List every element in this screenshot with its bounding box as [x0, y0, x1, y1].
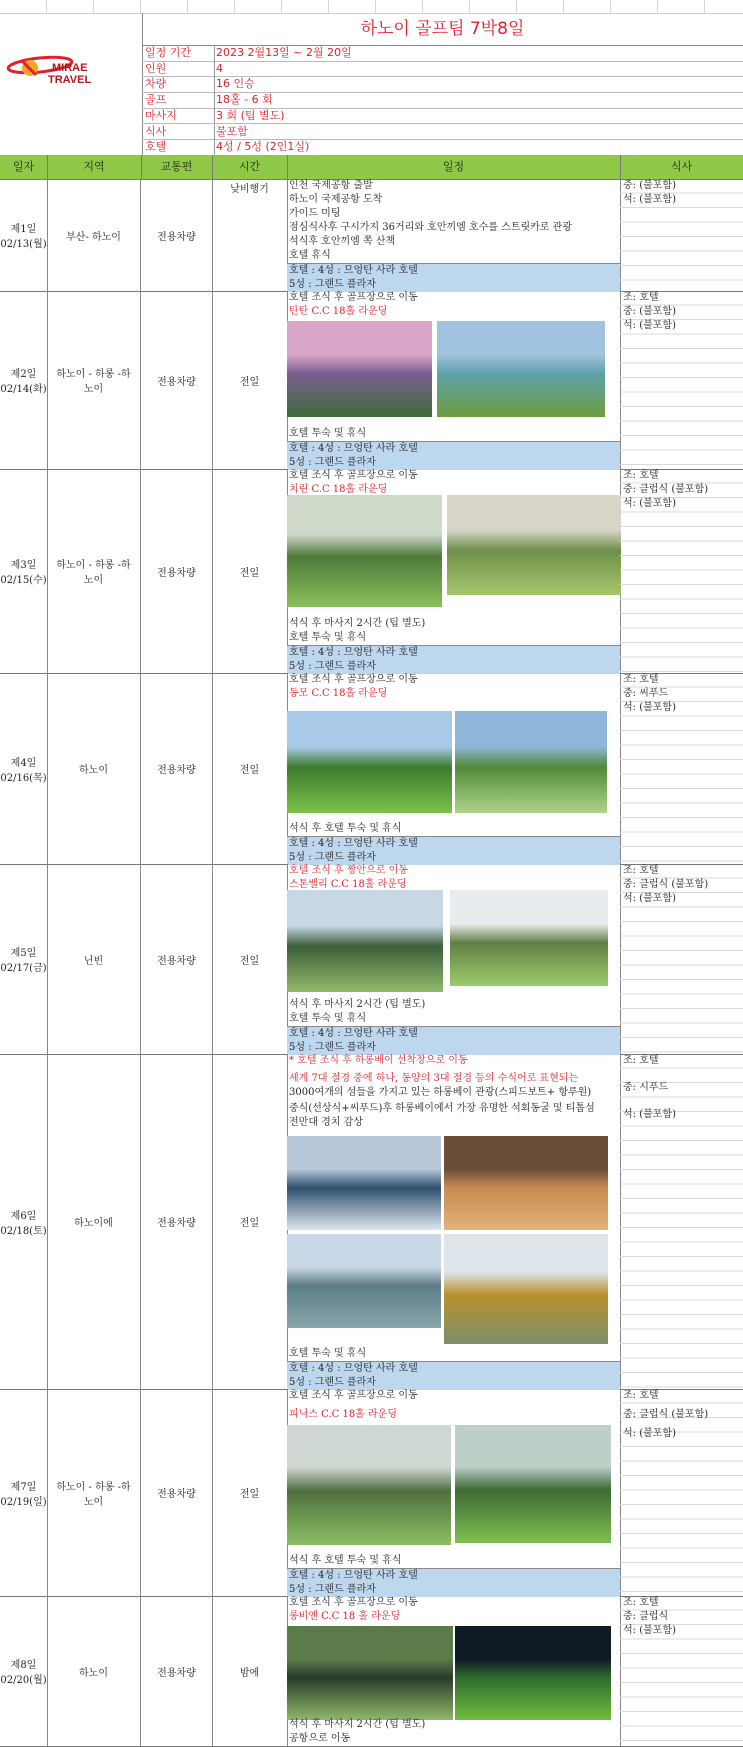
meal-entry: 조: 호텔	[623, 470, 659, 481]
day-row	[0, 673, 743, 865]
region-cell: 하노이 - 하롱 -하노이	[47, 469, 141, 673]
day-number: 제4일	[10, 757, 37, 769]
col-meals: 식사	[670, 160, 693, 173]
schedule-cell	[287, 1054, 621, 1389]
meals-cell	[620, 1389, 743, 1596]
info-value: 3 회 (팁 별도)	[216, 108, 285, 122]
schedule-line: 호텔 투숙 및 휴식	[289, 1348, 367, 1359]
golf-course-photo	[287, 1136, 441, 1230]
schedule-line: 호텔 휴식	[289, 250, 331, 261]
hotel-line: 호텔 : 4성 : 므엉탄 사라 호텔	[289, 1570, 418, 1581]
day-number: 제3일	[10, 560, 37, 571]
col-date: 일자	[0, 155, 48, 179]
info-key: 식사	[142, 124, 215, 140]
region-cell: 닌빈	[47, 864, 141, 1054]
info-value: 16 인승	[216, 77, 255, 91]
day-date: 02/19(일)	[0, 1496, 47, 1508]
info-key: 골프	[142, 92, 215, 108]
hotel-box	[287, 263, 620, 292]
time-cell: 전일	[212, 469, 288, 673]
itinerary-header	[0, 13, 743, 156]
meal-entry: 석: (불포함)	[623, 320, 676, 331]
schedule-line: 피닉스 C.C 18홀 라운딩	[289, 1409, 398, 1420]
hotel-box	[287, 1361, 620, 1390]
day-date: 02/18(토)	[0, 1225, 47, 1237]
info-key: 호텔	[142, 139, 215, 155]
golf-course-photo	[287, 1234, 441, 1328]
schedule-line: 전만대 경치 감상	[289, 1117, 363, 1128]
col-schedule: 일정	[287, 155, 621, 179]
transport-cell: 전용차량	[141, 291, 213, 469]
day-date: 02/16(목)	[0, 772, 47, 784]
day-row	[0, 1596, 743, 1747]
info-key: 차량	[142, 76, 215, 92]
golf-course-photo	[455, 1626, 611, 1720]
schedule-line: * 호텔 조식 후 하롱베이 선착장으로 이동	[289, 1055, 468, 1066]
region-cell: 하노이 - 하롱 -하노이	[47, 1389, 141, 1596]
hotel-line: 5성 : 그랜드 플라자	[289, 457, 376, 468]
info-value: 4	[216, 61, 223, 75]
hotel-line: 호텔 : 4성 : 므엉탄 사라 호텔	[289, 1028, 418, 1039]
day-number: 제2일	[10, 369, 37, 380]
day-row	[0, 469, 743, 674]
info-row	[142, 139, 743, 156]
transport-cell: 전용차량	[141, 1389, 213, 1596]
schedule-cell	[287, 179, 621, 291]
schedule-line: 석식 후 호텔 투숙 및 휴식	[289, 823, 402, 834]
info-row	[142, 76, 743, 93]
day-cell	[0, 1596, 48, 1746]
time-cell: 밤에	[212, 1596, 288, 1746]
hotel-line: 호텔 : 4성 : 므엉탄 사라 호텔	[289, 265, 418, 276]
golf-course-photo	[287, 890, 443, 992]
meal-entry: 조: 호텔	[623, 292, 659, 303]
info-key: 인원	[142, 61, 215, 77]
meal-entry: 석: (불포함)	[623, 1625, 676, 1636]
region-cell: 하노이 - 하롱 -하노이	[47, 291, 141, 469]
day-row	[0, 179, 743, 292]
day-date: 02/15(수)	[0, 575, 47, 586]
info-key: 일정 기간	[142, 45, 215, 61]
info-row	[142, 108, 743, 125]
golf-course-photo	[455, 711, 607, 813]
col-transport: 교통편	[141, 155, 213, 179]
schedule-line: 치린 C.C 18홀 라운딩	[289, 484, 388, 495]
schedule-line: 호텔 조식 후 골프장으로 이동	[289, 1597, 418, 1608]
day-date: 02/17(금)	[0, 963, 47, 974]
golf-course-photo	[287, 1626, 453, 1720]
info-row	[142, 45, 743, 62]
time-cell: 전일	[212, 1389, 288, 1596]
day-row	[0, 864, 743, 1055]
mirae-travel-logo	[0, 13, 143, 155]
brand-line1: MIRAE	[52, 62, 88, 74]
transport-cell: 전용차량	[141, 469, 213, 673]
meal-entry: 중: 씨푸드	[623, 688, 669, 699]
hotel-line: 호텔 : 4성 : 므엉탄 사라 호텔	[289, 838, 418, 849]
day-cell	[0, 864, 48, 1054]
day-date: 02/13(월)	[0, 239, 47, 250]
col-time: 시간	[212, 155, 288, 179]
meal-entry: 석: (불포함)	[623, 702, 676, 713]
meals-cell	[620, 1596, 743, 1746]
schedule-line: 호텔 투숙 및 휴식	[289, 1013, 367, 1024]
schedule-line: 호텔 조식 후 골프장으로 이동	[289, 292, 418, 303]
schedule-line: 호텔 투숙 및 휴식	[289, 428, 367, 439]
schedule-line: 호텔 조식 후 골프장으로 이동	[289, 1390, 418, 1401]
hotel-box	[287, 1568, 620, 1597]
schedule-line: 석식 후 마사지 2시간 (팁 별도)	[289, 999, 426, 1010]
day-cell	[0, 469, 48, 673]
day-number: 제7일	[10, 1481, 37, 1493]
time-cell: 전일	[212, 864, 288, 1054]
meal-entry: 석: (불포함)	[623, 1428, 676, 1439]
info-key: 마사지	[142, 108, 215, 124]
hotel-line: 5성 : 그랜드 플라자	[289, 661, 376, 672]
info-value: 4성 / 5성 (2인1실)	[216, 140, 310, 154]
transport-cell: 전용차량	[141, 1054, 213, 1389]
golf-course-photo	[444, 1234, 608, 1344]
brand-line2: TRAVEL	[48, 74, 92, 86]
hotel-line: 5성 : 그랜드 플라자	[289, 279, 376, 290]
day-cell	[0, 1054, 48, 1389]
time-cell: 낮비행기	[212, 179, 288, 292]
day-date: 02/14(화)	[0, 384, 47, 395]
schedule-line: 공항으로 이동	[289, 1733, 351, 1744]
region-cell: 부산- 하노이	[47, 179, 141, 291]
schedule-line: 호텔 투숙 및 휴식	[289, 632, 367, 643]
meal-entry: 중: 시푸드	[623, 1082, 669, 1093]
info-row	[142, 124, 743, 141]
schedule-cell	[287, 1596, 621, 1746]
meal-entry: 중: 클럽식	[623, 1611, 669, 1622]
day-row	[0, 1389, 743, 1597]
transport-cell: 전용차량	[141, 1596, 213, 1746]
hotel-box	[287, 1026, 620, 1055]
hotel-line: 5성 : 그랜드 플라자	[289, 852, 376, 863]
hotel-line: 5성 : 그랜드 플라자	[289, 1377, 376, 1388]
page-title: 하노이 골프팀 7박8일	[142, 13, 743, 46]
hotel-box	[287, 645, 620, 674]
meal-entry: 석: (불포함)	[623, 1109, 676, 1120]
region-cell: 하노이에	[47, 1054, 141, 1389]
col-region: 지역	[47, 155, 142, 179]
info-value: 2023 2월13일 ~ 2월 20일	[216, 46, 352, 59]
meal-entry: 조: 호텔	[623, 1055, 659, 1066]
hotel-line: 호텔 : 4성 : 므엉탄 사라 호텔	[289, 647, 418, 658]
schedule-line: 호텔 조식 후 골프장으로 이동	[289, 674, 418, 685]
schedule-line: 석식후 호안끼엠 쪽 산책	[289, 236, 396, 247]
day-row	[0, 1054, 743, 1390]
golf-course-photo	[287, 1425, 451, 1545]
schedule-cell	[287, 291, 621, 469]
day-cell	[0, 291, 48, 469]
schedule-line: 호텔 조식 후 짱안으로 이동	[289, 865, 408, 876]
schedule-line: 롱비엔 C.C 18 홀 라운딩	[289, 1611, 401, 1622]
meal-entry: 조: 호텔	[623, 1597, 659, 1608]
schedule-line: 탄탄 C.C 18홀 라운딩	[289, 306, 388, 317]
info-row	[142, 61, 743, 78]
golf-course-photo	[287, 495, 442, 607]
hotel-line: 5성 : 그랜드 플라자	[289, 1584, 376, 1595]
meal-entry: 석: (불포함)	[623, 893, 676, 904]
meal-entry: 중: (불포함)	[623, 180, 676, 191]
schedule-line: 석식 후 호텔 투숙 및 휴식	[289, 1555, 402, 1566]
meals-cell	[620, 864, 743, 1054]
day-date: 02/20(월)	[0, 1675, 47, 1686]
meal-entry: 조: 호텔	[623, 865, 659, 876]
meal-entry: 조: 호텔	[623, 674, 659, 685]
time-cell: 전일	[212, 1054, 288, 1389]
golf-course-photo	[455, 1425, 611, 1543]
golf-course-photo	[447, 495, 621, 595]
day-number: 제5일	[10, 948, 37, 959]
time-cell: 전일	[212, 673, 288, 864]
column-header-row	[0, 155, 743, 180]
schedule-line: 인천 국제공항 출발	[289, 180, 373, 191]
info-row	[142, 92, 743, 109]
schedule-line: 스톤밸리 C.C 18홀 라운딩	[289, 879, 407, 890]
meals-cell	[620, 291, 743, 469]
meal-entry: 중: 클럽식 (불포함)	[623, 484, 709, 495]
transport-cell: 전용차량	[141, 673, 213, 864]
meals-cell	[620, 469, 743, 673]
meal-entry: 석: (불포함)	[623, 498, 676, 509]
transport-cell: 전용차량	[141, 864, 213, 1054]
spreadsheet-grid-row	[0, 0, 743, 14]
golf-course-photo	[287, 321, 432, 417]
schedule-line: 호텔 조식 후 골프장으로 이동	[289, 470, 418, 481]
region-cell: 하노이	[47, 673, 141, 864]
schedule-line: 하노이 국제공항 도착	[289, 194, 383, 205]
schedule-line: 석식 후 마사지 2시간 (팁 별도)	[289, 618, 426, 629]
meals-cell	[620, 1054, 743, 1389]
day-cell	[0, 673, 48, 864]
hotel-line: 호텔 : 4성 : 므엉탄 사라 호텔	[289, 1363, 418, 1374]
schedule-line: 중식(선상식+씨푸드)후 하롱베이에서 가장 유명한 석회동굴 및 티톱섬	[289, 1103, 595, 1114]
schedule-line: 3000여개의 섬들을 가지고 있는 하롱베이 관광(스피드보트+ 항루원)	[289, 1087, 592, 1098]
hotel-box	[287, 836, 620, 865]
hotel-line: 5성 : 그랜드 플라자	[289, 1042, 376, 1053]
meals-cell	[620, 179, 743, 291]
hotel-box	[287, 441, 620, 470]
transport-cell: 전용차량	[141, 179, 213, 291]
time-cell: 전일	[212, 291, 288, 469]
schedule-line: 세계 7대 절경 중에 하나, 동양의 3대 절경 등의 수식어로 표현되는	[289, 1073, 579, 1084]
schedule-cell	[287, 469, 621, 673]
day-row	[0, 291, 743, 470]
meal-entry: 중: (불포함)	[623, 306, 676, 317]
meal-entry: 중: 클럽식 (불포함)	[623, 879, 709, 890]
region-cell: 하노이	[47, 1596, 141, 1746]
schedule-line: 동모 C.C 18홀 라운딩	[289, 688, 388, 699]
meal-entry: 중: 클럽식 (불포함)	[623, 1409, 709, 1420]
day-number: 제6일	[10, 1210, 37, 1222]
golf-course-photo	[287, 711, 452, 813]
golf-course-photo	[444, 1136, 608, 1230]
schedule-line: 가이드 미팅	[289, 208, 341, 219]
info-value: 불포함	[216, 124, 248, 138]
day-cell	[0, 1389, 48, 1596]
schedule-line: 석식 후 마사지 2시간 (팁 별도)	[289, 1719, 426, 1730]
day-number: 제1일	[10, 224, 37, 235]
golf-course-photo	[450, 890, 608, 986]
golf-course-photo	[437, 321, 605, 417]
day-cell	[0, 179, 48, 291]
hotel-line: 호텔 : 4성 : 므엉탄 사라 호텔	[289, 443, 418, 454]
meal-entry: 석: (불포함)	[623, 194, 676, 205]
schedule-cell	[287, 673, 621, 864]
schedule-cell	[287, 864, 621, 1054]
schedule-cell	[287, 1389, 621, 1596]
schedule-line: 점심식사후 구시가지 36거리와 호안끼엠 호수를 스트릿카로 관광	[289, 222, 572, 233]
day-number: 제8일	[10, 1660, 37, 1671]
meal-entry: 조: 호텔	[623, 1390, 659, 1401]
info-value: 18홀 - 6 회	[216, 93, 273, 107]
meals-cell	[620, 673, 743, 864]
